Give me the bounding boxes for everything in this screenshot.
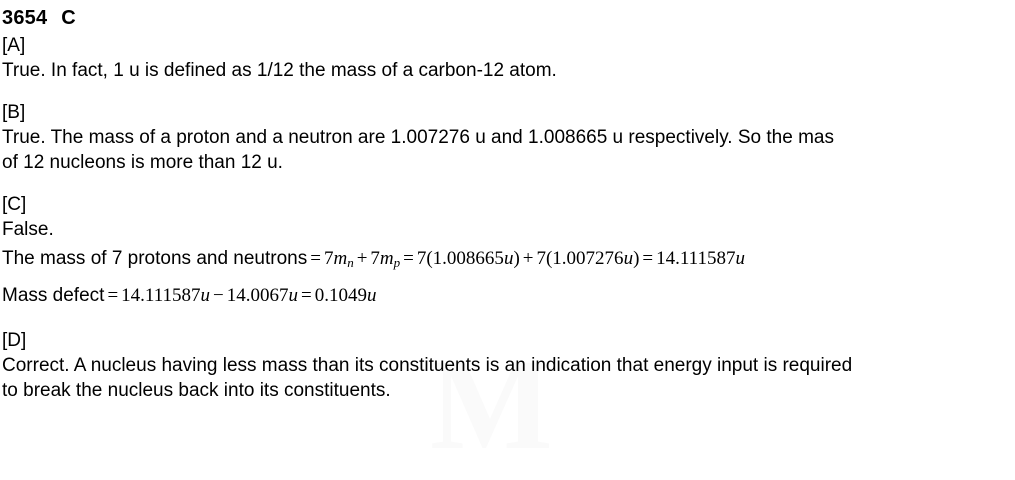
part-a-label: [A] <box>2 35 26 56</box>
math-equals-2: = <box>403 247 414 269</box>
math-unit-u-4: u <box>200 285 210 307</box>
math-plus-2: + <box>522 247 534 269</box>
math-unit-u-3: u <box>735 247 745 269</box>
part-c-line-1: False. <box>2 219 54 241</box>
part-b-line-1: True. The mass of a proton and a neutron are 1.007276 u and 1.008665 u respectively. So the mas <box>2 127 834 149</box>
math-equals-3: = <box>642 247 654 269</box>
part-a <box>2 33 1015 83</box>
math-value-3: 0.1049 <box>314 285 367 307</box>
math-value-1: 14.111587 <box>121 285 201 307</box>
part-d <box>2 328 1015 403</box>
math-value-2: 14.0067 <box>226 285 289 307</box>
math-coeff-2: 7 <box>370 247 380 269</box>
math-var-mn: m <box>333 247 348 269</box>
spacer-c-d <box>2 311 1015 328</box>
math-paren-close-2: ) <box>633 247 640 269</box>
math-var-mp: m <box>379 247 394 269</box>
math-equals-1: = <box>310 247 321 269</box>
question-answer-letter: C <box>61 7 76 29</box>
part-d-line-1: Correct. A nucleus having less mass than its constituents is an indication that energy input is required <box>2 354 853 376</box>
part-b-line-2: of 12 nucleons is more than 12 u. <box>2 152 283 174</box>
math-plus-1: + <box>356 247 368 269</box>
part-b <box>2 100 1015 175</box>
watermark-text: M <box>430 333 559 477</box>
math-unit-u-2: u <box>623 247 634 269</box>
math-equals-5: = <box>300 285 312 307</box>
math-unit-u-5: u <box>288 285 298 307</box>
math-unit-u-6: u <box>366 285 377 307</box>
part-c-label: [C] <box>2 194 27 216</box>
math-expression-mass-of-nucleons <box>2 245 1015 274</box>
math-result-1: 14.111587 <box>656 247 736 269</box>
math-coeff-1: 7 <box>323 247 334 269</box>
spacer-a-b <box>2 83 1015 100</box>
math-term-4: 7(1.007276 <box>536 247 624 269</box>
spacer-b-c <box>2 175 1015 192</box>
question-heading <box>2 6 1015 31</box>
math-minus-1: − <box>213 285 224 307</box>
math-term-3: 7(1.008665 <box>416 247 504 269</box>
part-b-label: [B] <box>2 102 26 124</box>
math-lead-2: Mass defect <box>2 285 105 307</box>
math-sub-n: n <box>347 254 354 270</box>
math-equals-4: = <box>107 285 119 307</box>
part-c <box>2 192 1015 310</box>
part-a-line-1: True. In fact, 1 u is defined as 1/12 the mass of a carbon-12 atom. <box>2 60 557 82</box>
part-d-label: [D] <box>2 329 27 351</box>
part-d-line-2: to break the nucleus back into its constituents. <box>2 379 391 401</box>
question-number: 3654 <box>2 7 48 29</box>
math-expression-mass-defect <box>2 282 1015 311</box>
math-paren-close-1: ) <box>513 247 520 269</box>
math-unit-u-1: u <box>503 247 514 269</box>
math-lead-1: The mass of 7 protons and neutrons <box>2 247 308 269</box>
math-sub-p: p <box>393 254 401 270</box>
